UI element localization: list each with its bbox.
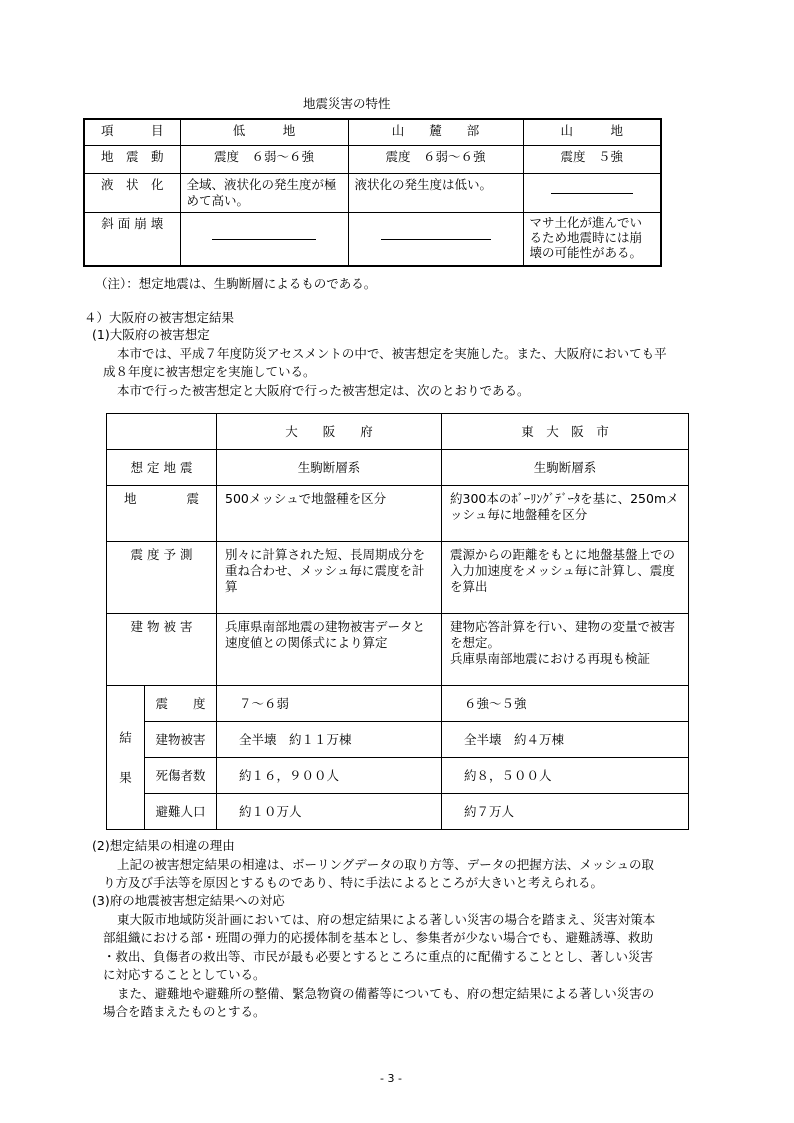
cell: 生駒断層系 xyxy=(442,450,689,486)
row-label: 建 物 被 害 xyxy=(107,614,217,686)
paragraph-line: 上記の被害想定結果の相違は、ボーリングデータの取り方等、データの把握方法、メッシュの取 xyxy=(117,856,655,872)
cell: 液状化の発生度は低い。 xyxy=(348,173,523,212)
cell: ６強～５強 xyxy=(442,686,689,722)
paragraph-line: り方及び手法等を原因とするものであり、特に手法によるところが大きいと考えられる。 xyxy=(103,875,604,890)
cell: 約１６，９００人 xyxy=(217,758,442,794)
table2-row xyxy=(107,542,689,614)
result-label: 死傷者数 xyxy=(145,758,217,794)
result-label: 建物被害 xyxy=(145,722,217,758)
dash-line xyxy=(551,193,633,194)
cell: 兵庫県南部地震の建物被害データと速度値との関係式により算定 xyxy=(217,614,442,686)
dash-line xyxy=(381,239,491,240)
sub-heading: (3)府の地震被害想定結果への対応 xyxy=(92,893,285,908)
row-label: 想 定 地 震 xyxy=(107,450,217,486)
section3-body xyxy=(92,892,655,1022)
cell: 全半壊 約１１万棟 xyxy=(217,722,442,758)
paragraph-line: 東大阪市地域防災計画においては、府の想定結果による著しい災害の場合を踏まえ、災害対策本 xyxy=(117,911,656,927)
paragraph-line: 成８年度に被害想定を実施している。 xyxy=(103,364,316,379)
table1-header-mountain: 山 地 xyxy=(523,119,661,145)
table1-row xyxy=(84,212,661,266)
paragraph-line: に対応することとしている。 xyxy=(103,967,266,982)
table2-row xyxy=(107,450,689,486)
blank-corner xyxy=(107,414,217,450)
damage-estimate-comparison-table xyxy=(106,413,689,830)
paragraph-line: 本市で行った被害想定と大阪府で行った被害想定は、次のとおりである。 xyxy=(117,382,530,398)
row-label: 地 震 動 xyxy=(84,145,180,173)
row-label: 斜 面 崩 壊 xyxy=(84,212,180,266)
earthquake-characteristics-table xyxy=(83,118,662,267)
table1-row xyxy=(84,173,661,212)
cell: 全半壊 約４万棟 xyxy=(442,722,689,758)
table1-header-foothill: 山 麓 部 xyxy=(348,119,523,145)
empty-cell xyxy=(523,173,661,212)
cell: 約８，５００人 xyxy=(442,758,689,794)
result-label-top: 結 xyxy=(119,729,132,745)
empty-cell xyxy=(180,212,348,266)
cell: 震度 ６弱～６強 xyxy=(180,145,348,173)
cell: 全域、液状化の発生度が極めて高い。 xyxy=(180,173,348,212)
table1-row xyxy=(84,145,661,173)
paragraph-line: 本市では、平成７年度防災アセスメントの中で、被害想定を実施した。また、大阪府においても平 xyxy=(117,345,667,361)
empty-cell xyxy=(348,212,523,266)
table1-title: 地震災害の特性 xyxy=(303,96,391,111)
table1-note: （注）：想定地震は、生駒断層によるものである。 xyxy=(95,276,377,291)
cell: ７～６弱 xyxy=(217,686,442,722)
column-header-higashiosaka: 東 大 阪 市 xyxy=(442,414,689,450)
cell: 震度 ５強 xyxy=(523,145,661,173)
table2-header-row xyxy=(107,414,689,450)
column-header-osaka: 大 阪 府 xyxy=(217,414,442,450)
section4-body xyxy=(92,326,667,400)
row-label: 液 状 化 xyxy=(84,173,180,212)
table1-header-lowland: 低 地 xyxy=(180,119,348,145)
table1-header-row xyxy=(84,119,661,145)
sub-heading: (2)想定結果の相違の理由 xyxy=(92,838,235,853)
cell: 約300本のﾎﾞｰﾘﾝｸﾞﾃﾞｰﾀを基に、250mメッシュ毎に地盤種を区分 xyxy=(442,486,689,542)
page-number: - 3 - xyxy=(380,1072,402,1085)
paragraph-line: また、避難地や避難所の整備、緊急物資の備蓄等についても、府の想定結果による著しい災害の xyxy=(117,985,655,1001)
table2-row xyxy=(107,614,689,686)
table2-result-row xyxy=(107,722,689,758)
paragraph-line: 場合を踏まえたものとする。 xyxy=(103,1004,266,1019)
cell: 建物応答計算を行い、建物の変量で被害を想定。 兵庫県南部地震における再現も検証 xyxy=(442,614,689,686)
cell: 震源からの距離をもとに地盤基盤上での入力加速度をメッシュ毎に計算し、震度を算出 xyxy=(442,542,689,614)
cell: 約７万人 xyxy=(442,794,689,830)
dash-line xyxy=(212,239,316,240)
table2-result-row xyxy=(107,686,689,722)
sub-heading: (1)大阪府の被害想定 xyxy=(92,327,210,342)
result-label: 避難人口 xyxy=(145,794,217,830)
cell: 生駒断層系 xyxy=(217,450,442,486)
row-label: 震 度 予 測 xyxy=(107,542,217,614)
section4-heading: ４）大阪府の被害想定結果 xyxy=(84,310,235,325)
paragraph-line: ・救出、負傷者の救出等、市民が最も必要とするところに重点的に配備することとし、著しい災害 xyxy=(103,948,654,964)
result-group-label xyxy=(107,686,145,830)
result-label-bottom: 果 xyxy=(119,769,132,785)
result-label: 震 度 xyxy=(145,686,217,722)
row-label: 地 震 xyxy=(107,486,217,542)
cell: 約１０万人 xyxy=(217,794,442,830)
table2-result-row xyxy=(107,794,689,830)
table2-result-row xyxy=(107,758,689,794)
table2-row xyxy=(107,486,689,542)
table1-header-item: 項 目 xyxy=(84,119,180,145)
cell: マサ土化が進んでいるため地震時には崩壊の可能性がある。 xyxy=(523,212,661,266)
cell: 震度 ６弱～６強 xyxy=(348,145,523,173)
paragraph-line: 部組織における部・班間の弾力的応援体制を基本とし、参集者が少ない場合でも、避難誘導、救助 xyxy=(103,930,654,945)
cell: 別々に計算された短、長周期成分を重ね合わせ、メッシュ毎に震度を計算 xyxy=(217,542,442,614)
section2-body xyxy=(92,837,654,893)
cell: 500メッシュで地盤種を区分 xyxy=(217,486,442,542)
